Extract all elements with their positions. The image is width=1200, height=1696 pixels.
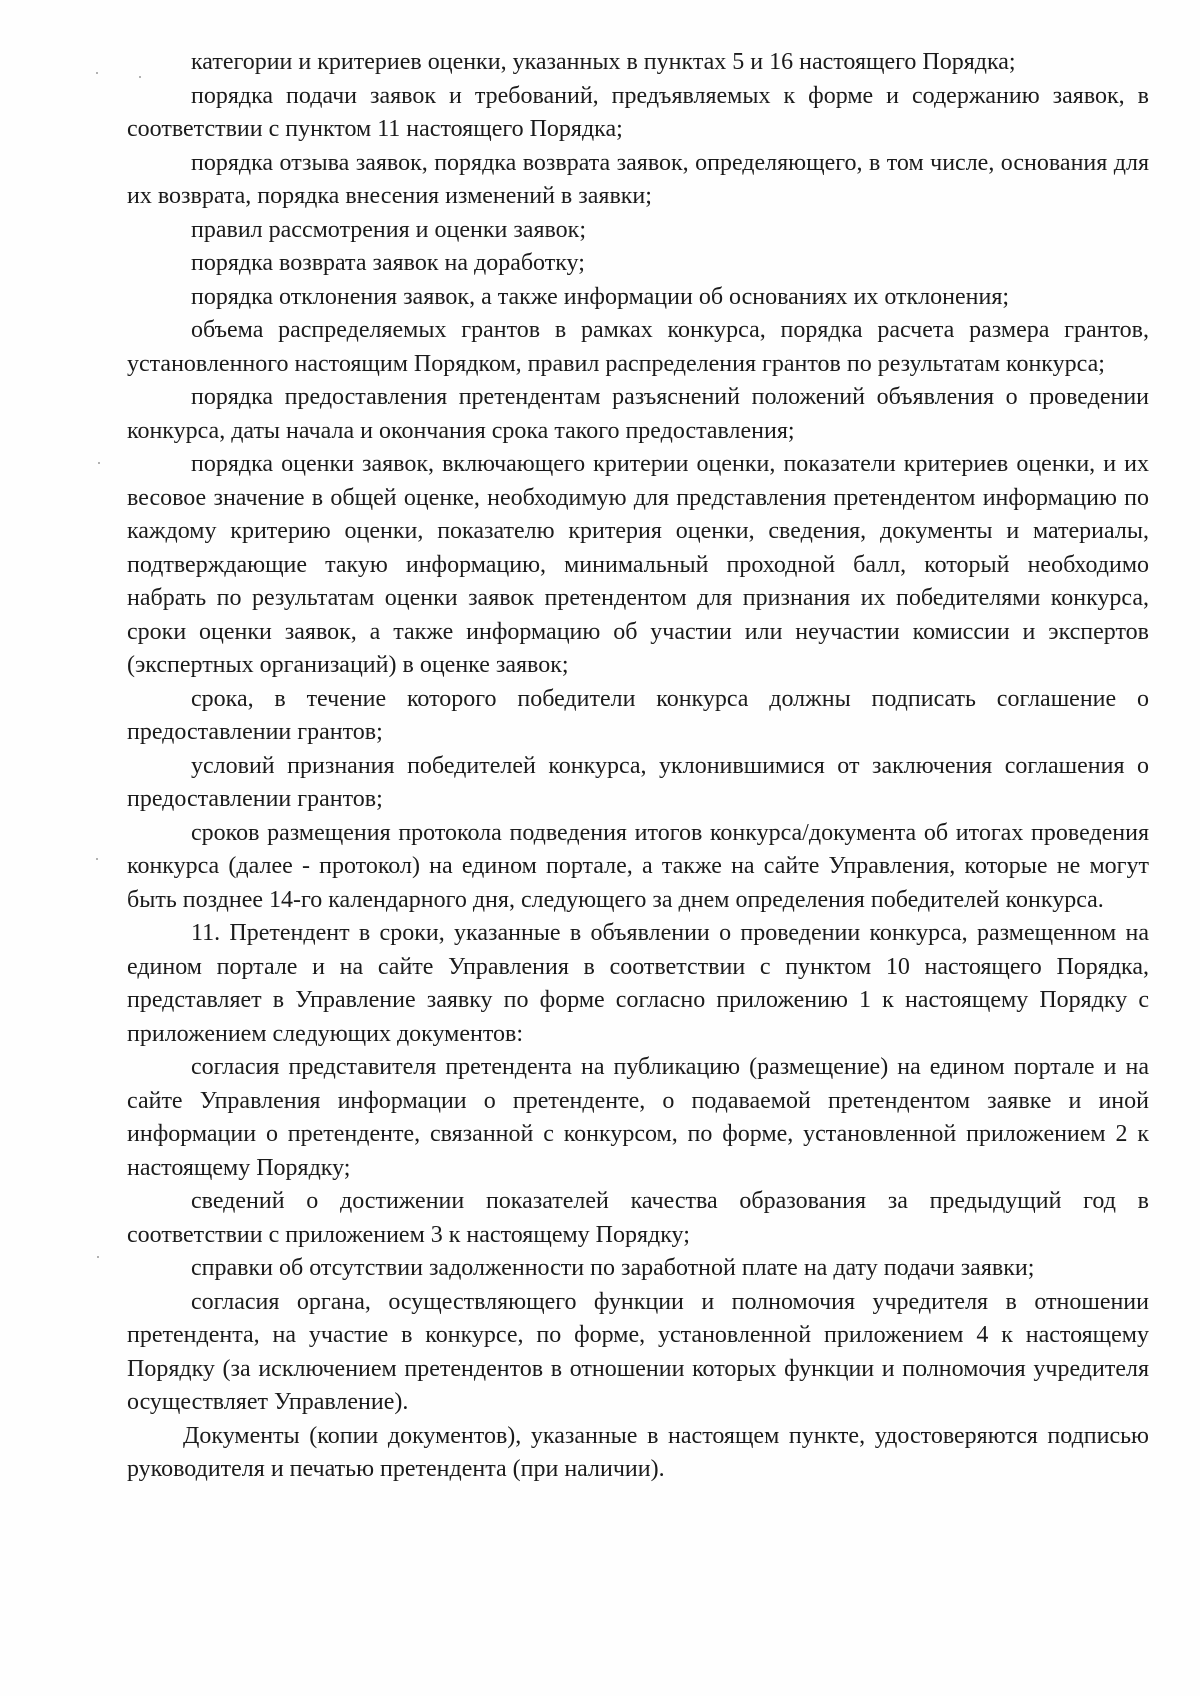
paragraph: сроков размещения протокола подведения итогов конкурса/документа об итогах проведения конкурса (далее - протокол) на едином портале, а также на сайте Управления, которые не могут быть позднее 14-го календарного дня, следующего за днем определения победителей конкурса. — [127, 819, 1149, 913]
paragraph: объема распределяемых грантов в рамках конкурса, порядка расчета размера грантов, установленного настоящим Порядком, правил распределения грантов по результатам конкурса; — [127, 317, 1149, 377]
paragraph: справки об отсутствии задолженности по заработной плате на дату подачи заявки; — [191, 1255, 1035, 1281]
paragraph: порядка отзыва заявок, порядка возврата заявок, определяющего, в том числе, основания для их возврата, порядка внесения изменений в заявки; — [127, 149, 1149, 209]
paragraph: Документы (копии документов), указанные в настоящем пункте, удостоверяются подписью руководителя и печатью претендента (при наличии). — [127, 1422, 1149, 1482]
paragraph: условий признания победителей конкурса, уклонившимися от заключения соглашения о предоставлении грантов; — [127, 752, 1149, 812]
scan-speck — [98, 462, 100, 464]
paragraph: порядка оценки заявок, включающего критерии оценки, показатели критериев оценки, и их весовое значение в общей оценке, необходимую для представления претендентом информацию по каждому критерию оценки, показателю критерия оценки, сведения, документы и материалы, подтверждающие такую информацию, минимальный проходной балл, который необходимо набрать по результатам оценки заявок претендентом для признания их победителями конкурса, сроки оценки заявок, а также информацию об участии или неучастии комиссии и экспертов (экспертных организаций) в оценке заявок; — [127, 451, 1149, 678]
paragraph: порядка возврата заявок на доработку; — [191, 250, 585, 276]
document-body — [127, 46, 1149, 1487]
paragraph: порядка предоставления претендентам разъяснений положений объявления о проведении конкурса, даты начала и окончания срока такого предоставления; — [127, 384, 1149, 444]
paragraph: порядка отклонения заявок, а также информации об основаниях их отклонения; — [191, 283, 1010, 310]
paragraph: срока, в течение которого победители конкурса должны подписать соглашение о предоставлении грантов; — [127, 685, 1149, 745]
paragraph: 11. Претендент в сроки, указанные в объявлении о проведении конкурса, размещенном на едином портале и на сайте Управления в соответствии с пунктом 10 настоящего Порядка, представляет в Управление заявку по форме согласно приложению 1 к настоящему Порядку с приложением следующих документов: — [127, 920, 1149, 1047]
paragraph: сведений о достижении показателей качества образования за предыдущий год в соответствии с приложением 3 к настоящему Порядку; — [127, 1188, 1149, 1248]
paragraph: порядка подачи заявок и требований, предъявляемых к форме и содержанию заявок, в соответствии с пунктом 11 настоящего Порядка; — [127, 82, 1149, 142]
scan-speck — [97, 1256, 99, 1258]
scan-speck — [96, 72, 98, 74]
paragraph: согласия органа, осуществляющего функции и полномочия учредителя в отношении претендента, на участие в конкурсе, по форме, установленной приложением 4 к настоящему Порядку (за исключением претендентов в отношении которых функции и полномочия учредителя осуществляет Управление). — [127, 1288, 1149, 1415]
scan-speck — [96, 858, 98, 860]
paragraph: правил рассмотрения и оценки заявок; — [191, 216, 586, 243]
paragraph: согласия представителя претендента на публикацию (размещение) на едином портале и на сайте Управления информации о претенденте, о подаваемой претендентом заявке и иной информации о претенденте, связанной с конкурсом, по форме, установленной приложением 2 к настоящему Порядку; — [127, 1054, 1149, 1181]
paragraph: категории и критериев оценки, указанных в пунктах 5 и 16 настоящего Порядка; — [191, 49, 1016, 75]
